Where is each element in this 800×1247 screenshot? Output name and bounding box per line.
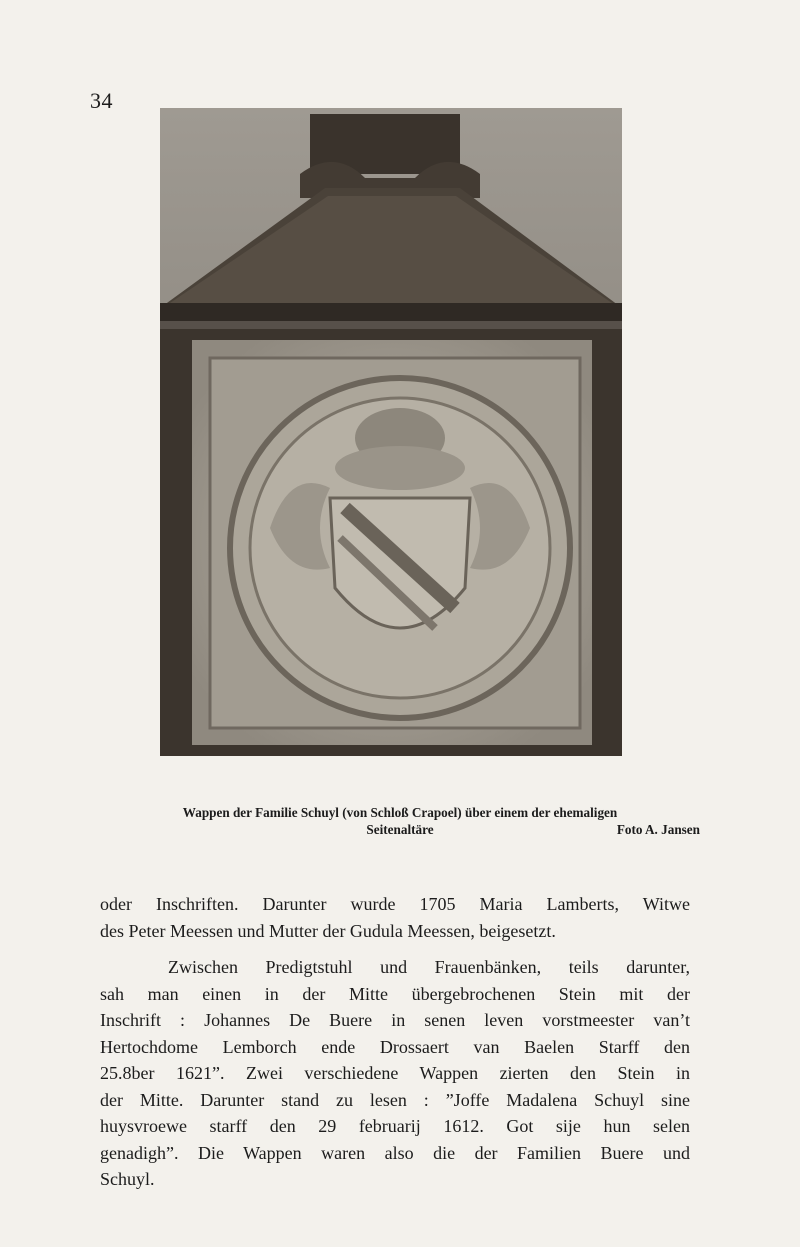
text-line: Schuyl. — [100, 1169, 155, 1189]
text-line: genadigh”. Die Wappen waren also die der Familien Buere und — [100, 1142, 690, 1163]
body-text — [100, 891, 690, 1193]
paragraph-2 — [100, 954, 690, 1193]
figure-caption — [100, 804, 700, 838]
photograph — [160, 108, 622, 756]
text-line: oder Inschriften. Darunter wurde 1705 Maria Lamberts, Witwe — [100, 894, 690, 914]
caption-line-2 — [100, 821, 700, 838]
text-line: huysvroewe starff den 29 februarij 1612. Got sije hun selen — [100, 1116, 690, 1136]
paragraph-1 — [100, 891, 690, 944]
text-line: der Mitte. Darunter stand zu lesen : ”Joffe Madalena Schuyl sine — [100, 1089, 690, 1110]
text-line: Zwischen Predigtstuhl und Frauenbänken, teils darunter, — [168, 957, 690, 977]
photo-credit: Foto A. Jansen — [616, 822, 700, 837]
text-line: des Peter Meessen und Mutter der Gudula Meessen, beigesetzt. — [100, 920, 556, 941]
text-line: sah man einen in der Mitte übergebrochenen Stein mit der — [100, 983, 690, 1004]
caption-line-2-text: Seitenaltäre — [366, 822, 434, 837]
text-line: Inschrift : Johannes De Buere in senen leven vorstmeester van’t — [100, 1010, 690, 1030]
page-number: 34 — [90, 88, 113, 113]
coat-of-arms-photo — [160, 108, 622, 756]
text-line: Hertochdome Lemborch ende Drossaert van Baelen Starff den — [100, 1036, 690, 1057]
caption-line-1: Wappen der Familie Schuyl (von Schloß Crapoel) über einem der ehemaligen — [182, 805, 618, 820]
text-line: 25.8ber 1621”. Zwei verschiedene Wappen zierten den Stein in — [100, 1063, 690, 1083]
